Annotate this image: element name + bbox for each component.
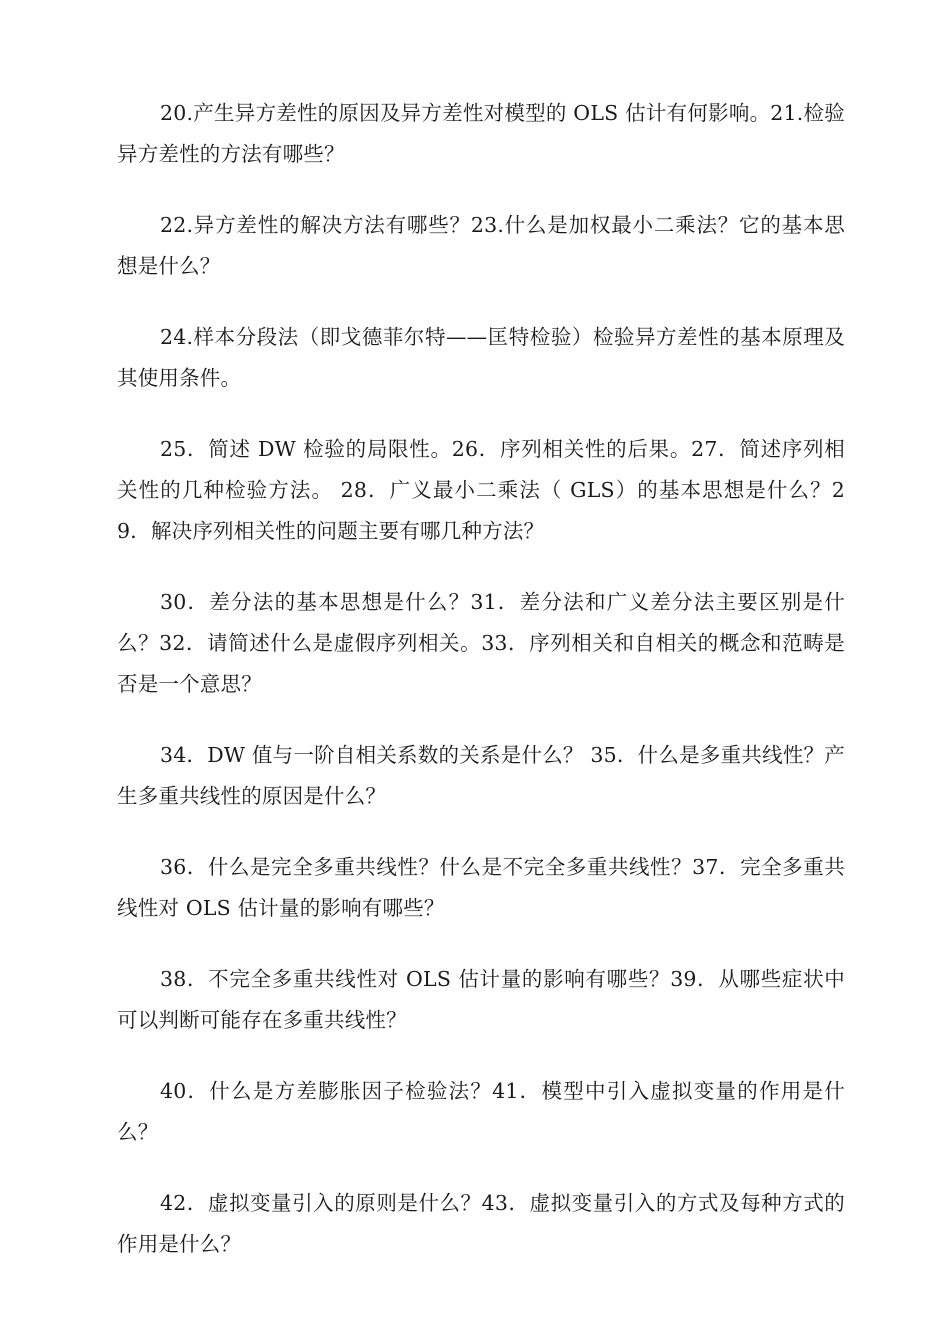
paragraph-q42-43: 42．虚拟变量引入的原则是什么？43．虚拟变量引入的方式及每种方式的作用是什么？ [117, 1191, 845, 1256]
paragraph-q36-37: 36．什么是完全多重共线性？什么是不完全多重共线性？37．完全多重共线性对 OLS 估计量的影响有哪些？ [117, 855, 845, 920]
paragraph-q38-39: 38．不完全多重共线性对 OLS 估计量的影响有哪些？39．从哪些症状中可以判断可能存在多重共线性？ [117, 967, 845, 1032]
document-body [117, 93, 845, 1295]
paragraph-q25-29: 25．简述 DW 检验的局限性。26．序列相关性的后果。27．简述序列相关性的几种检验方法。 28．广义最小二乘法（ GLS）的基本思想是什么？29．解决序列相关性的问题主要有哪几种方法？ [117, 437, 845, 543]
paragraph-q40-41: 40．什么是方差膨胀因子检验法？41．模型中引入虚拟变量的作用是什么？ [117, 1079, 845, 1144]
paragraph-q34-35: 34．DW 值与一阶自相关系数的关系是什么？ 35．什么是多重共线性？产生多重共线性的原因是什么？ [117, 743, 845, 808]
paragraph-q24: 24.样本分段法（即戈德菲尔特——匡特检验）检验异方差性的基本原理及其使用条件。 [117, 325, 845, 390]
paragraph-q20-21: 20.产生异方差性的原因及异方差性对模型的 OLS 估计有何影响。21.检验异方差性的方法有哪些？ [117, 101, 845, 166]
paragraph-q22-23: 22.异方差性的解决方法有哪些？23.什么是加权最小二乘法？它的基本思想是什么？ [117, 213, 845, 278]
paragraph-q30-33: 30．差分法的基本思想是什么？31．差分法和广义差分法主要区别是什么？32．请简述什么是虚假序列相关。33．序列相关和自相关的概念和范畴是否是一个意思？ [117, 590, 845, 696]
